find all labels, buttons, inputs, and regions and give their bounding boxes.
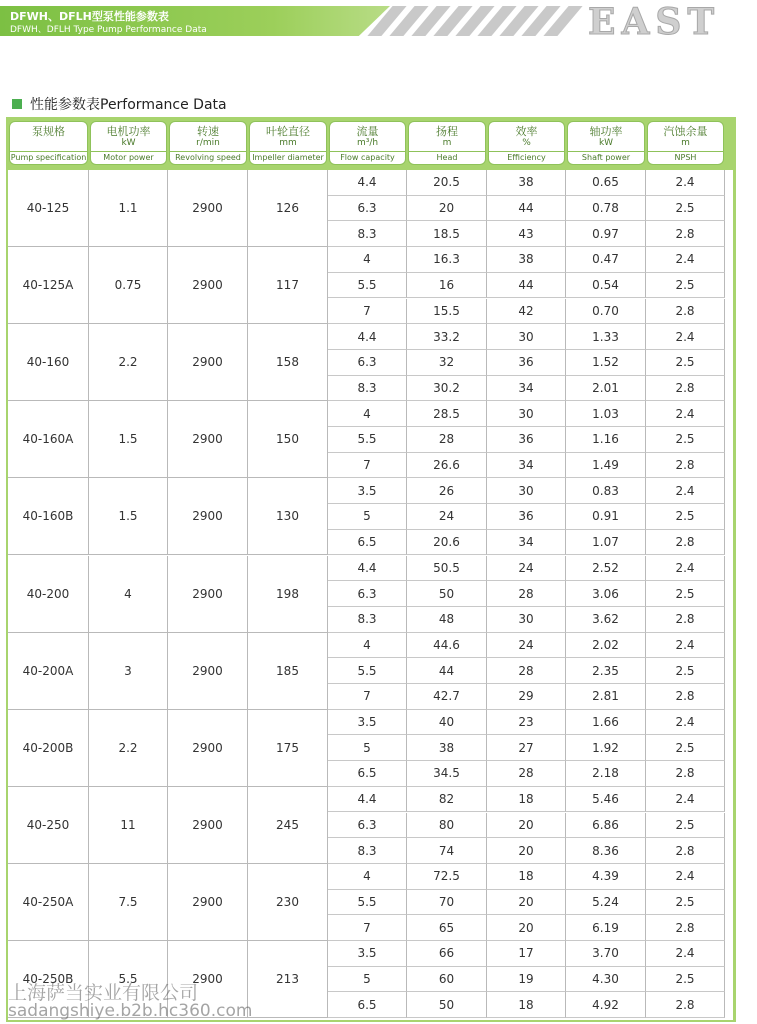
column-header-spec bbox=[9, 121, 88, 165]
cell-npsh: 2.8 bbox=[646, 221, 725, 247]
cell-head: 26.6 bbox=[407, 453, 487, 479]
cell-shaft-power: 4.30 bbox=[566, 967, 646, 993]
cell-shaft-power: 0.54 bbox=[566, 273, 646, 299]
cell-flow: 8.3 bbox=[328, 607, 407, 633]
cell-flow: 6.3 bbox=[328, 581, 407, 607]
cell-impeller-diameter: 213 bbox=[248, 941, 328, 1018]
column-header-zh: 轴功率 bbox=[589, 125, 623, 138]
column-header-zh: 汽蚀余量 bbox=[663, 125, 708, 138]
cell-efficiency: 23 bbox=[487, 710, 566, 736]
cell-npsh: 2.5 bbox=[646, 735, 725, 761]
cell-flow: 7 bbox=[328, 299, 407, 325]
cell-npsh: 2.4 bbox=[646, 633, 725, 659]
cell-flow: 5.5 bbox=[328, 658, 407, 684]
cell-flow: 4 bbox=[328, 247, 407, 273]
cell-flow: 4.4 bbox=[328, 787, 407, 813]
cell-shaft-power: 5.46 bbox=[566, 787, 646, 813]
cell-flow: 4.4 bbox=[328, 170, 407, 196]
cell-spec: 40-200 bbox=[8, 556, 89, 633]
cell-impeller-diameter: 198 bbox=[248, 556, 328, 633]
cell-spec: 40-125 bbox=[8, 170, 89, 247]
cell-flow: 5.5 bbox=[328, 427, 407, 453]
cell-efficiency: 20 bbox=[487, 915, 566, 941]
cell-flow: 8.3 bbox=[328, 221, 407, 247]
column-header-motor-power bbox=[90, 121, 167, 165]
cell-shaft-power: 1.92 bbox=[566, 735, 646, 761]
cell-npsh: 2.8 bbox=[646, 838, 725, 864]
cell-head: 32 bbox=[407, 350, 487, 376]
cell-efficiency: 27 bbox=[487, 735, 566, 761]
cell-efficiency: 20 bbox=[487, 813, 566, 839]
cell-speed: 2900 bbox=[168, 324, 248, 401]
cell-shaft-power: 1.16 bbox=[566, 427, 646, 453]
cell-speed: 2900 bbox=[168, 941, 248, 1018]
banner-stripes bbox=[380, 6, 590, 36]
column-header-zh: 电机功率 bbox=[106, 125, 151, 138]
column-header-head bbox=[408, 121, 486, 165]
cell-head: 15.5 bbox=[407, 299, 487, 325]
cell-spec: 40-125A bbox=[8, 247, 89, 324]
column-header-impeller-diameter bbox=[249, 121, 327, 165]
cell-shaft-power: 0.97 bbox=[566, 221, 646, 247]
column-header-unit: m bbox=[681, 138, 690, 148]
cell-npsh: 2.4 bbox=[646, 710, 725, 736]
cell-flow: 5 bbox=[328, 967, 407, 993]
column-header-unit: m bbox=[442, 138, 452, 148]
cell-spec: 40-160B bbox=[8, 478, 89, 555]
cell-flow: 4 bbox=[328, 864, 407, 890]
cell-motor-power: 7.5 bbox=[89, 864, 168, 941]
cell-head: 80 bbox=[407, 813, 487, 839]
cell-shaft-power: 2.18 bbox=[566, 761, 646, 787]
cell-npsh: 2.4 bbox=[646, 247, 725, 273]
cell-spec: 40-160A bbox=[8, 401, 89, 478]
column-header-shaft-power bbox=[567, 121, 645, 165]
cell-flow: 8.3 bbox=[328, 376, 407, 402]
cell-shaft-power: 6.86 bbox=[566, 813, 646, 839]
cell-head: 66 bbox=[407, 941, 487, 967]
cell-npsh: 2.4 bbox=[646, 864, 725, 890]
cell-npsh: 2.8 bbox=[646, 530, 725, 556]
cell-head: 70 bbox=[407, 890, 487, 916]
cell-efficiency: 36 bbox=[487, 350, 566, 376]
cell-efficiency: 30 bbox=[487, 607, 566, 633]
cell-shaft-power: 1.49 bbox=[566, 453, 646, 479]
cell-flow: 4 bbox=[328, 633, 407, 659]
cell-spec: 40-250A bbox=[8, 864, 89, 941]
cell-head: 34.5 bbox=[407, 761, 487, 787]
table-header bbox=[8, 121, 733, 167]
cell-npsh: 2.8 bbox=[646, 761, 725, 787]
cell-npsh: 2.4 bbox=[646, 556, 725, 582]
cell-shaft-power: 2.02 bbox=[566, 633, 646, 659]
cell-spec: 40-160 bbox=[8, 324, 89, 401]
cell-motor-power: 11 bbox=[89, 787, 168, 864]
cell-head: 50 bbox=[407, 581, 487, 607]
column-header-unit: kW bbox=[121, 138, 136, 148]
cell-head: 42.7 bbox=[407, 684, 487, 710]
cell-shaft-power: 2.01 bbox=[566, 376, 646, 402]
cell-flow: 5.5 bbox=[328, 890, 407, 916]
cell-npsh: 2.4 bbox=[646, 324, 725, 350]
column-header-unit: m³/h bbox=[356, 138, 379, 148]
cell-flow: 6.3 bbox=[328, 350, 407, 376]
brand-logo: EAST bbox=[588, 1, 721, 40]
banner-title: DFWH、DFLH型泵性能参数表 bbox=[10, 10, 169, 23]
cell-head: 30.2 bbox=[407, 376, 487, 402]
column-header-npsh bbox=[647, 121, 724, 165]
column-header-unit: % bbox=[522, 138, 531, 148]
cell-npsh: 2.5 bbox=[646, 350, 725, 376]
cell-speed: 2900 bbox=[168, 170, 248, 247]
column-header-efficiency bbox=[488, 121, 565, 165]
cell-npsh: 2.5 bbox=[646, 813, 725, 839]
cell-npsh: 2.8 bbox=[646, 299, 725, 325]
cell-head: 20.6 bbox=[407, 530, 487, 556]
cell-efficiency: 30 bbox=[487, 401, 566, 427]
cell-spec: 40-200A bbox=[8, 633, 89, 710]
cell-shaft-power: 3.70 bbox=[566, 941, 646, 967]
cell-impeller-diameter: 158 bbox=[248, 324, 328, 401]
column-header-zh: 叶轮直径 bbox=[266, 125, 310, 138]
column-header-zh: 流量 bbox=[356, 125, 379, 138]
cell-head: 20.5 bbox=[407, 170, 487, 196]
cell-flow: 6.5 bbox=[328, 761, 407, 787]
cell-efficiency: 18 bbox=[487, 787, 566, 813]
cell-impeller-diameter: 126 bbox=[248, 170, 328, 247]
cell-flow: 5 bbox=[328, 504, 407, 530]
column-header-unit: kW bbox=[598, 138, 614, 148]
cell-efficiency: 20 bbox=[487, 838, 566, 864]
section-heading bbox=[12, 95, 227, 113]
cell-head: 44.6 bbox=[407, 633, 487, 659]
cell-efficiency: 18 bbox=[487, 992, 566, 1018]
column-header-en: Efficiency bbox=[489, 151, 564, 164]
cell-flow: 7 bbox=[328, 915, 407, 941]
cell-shaft-power: 0.70 bbox=[566, 299, 646, 325]
column-header-en: Impeller diameter bbox=[250, 151, 326, 164]
cell-efficiency: 43 bbox=[487, 221, 566, 247]
cell-flow: 8.3 bbox=[328, 838, 407, 864]
cell-speed: 2900 bbox=[168, 787, 248, 864]
cell-flow: 6.5 bbox=[328, 530, 407, 556]
cell-efficiency: 44 bbox=[487, 196, 566, 222]
cell-head: 20 bbox=[407, 196, 487, 222]
cell-shaft-power: 8.36 bbox=[566, 838, 646, 864]
cell-efficiency: 34 bbox=[487, 530, 566, 556]
cell-shaft-power: 3.06 bbox=[566, 581, 646, 607]
cell-motor-power: 4 bbox=[89, 556, 168, 633]
cell-shaft-power: 3.62 bbox=[566, 607, 646, 633]
cell-speed: 2900 bbox=[168, 710, 248, 787]
cell-shaft-power: 6.19 bbox=[566, 915, 646, 941]
cell-flow: 3.5 bbox=[328, 941, 407, 967]
cell-npsh: 2.5 bbox=[646, 427, 725, 453]
cell-flow: 4 bbox=[328, 401, 407, 427]
cell-shaft-power: 0.78 bbox=[566, 196, 646, 222]
column-header-en: Shaft power bbox=[568, 151, 644, 164]
cell-head: 28 bbox=[407, 427, 487, 453]
cell-impeller-diameter: 245 bbox=[248, 787, 328, 864]
column-header-zh: 效率 bbox=[515, 125, 538, 138]
cell-flow: 7 bbox=[328, 684, 407, 710]
cell-efficiency: 29 bbox=[487, 684, 566, 710]
cell-npsh: 2.5 bbox=[646, 890, 725, 916]
cell-head: 26 bbox=[407, 478, 487, 504]
column-header-en: Revolving speed bbox=[170, 151, 246, 164]
cell-npsh: 2.5 bbox=[646, 273, 725, 299]
cell-flow: 6.3 bbox=[328, 196, 407, 222]
cell-npsh: 2.4 bbox=[646, 401, 725, 427]
column-header-en: Pump specification bbox=[10, 153, 87, 162]
column-header-flow bbox=[329, 121, 406, 165]
cell-efficiency: 28 bbox=[487, 658, 566, 684]
cell-npsh: 2.4 bbox=[646, 478, 725, 504]
column-header-en: Flow capacity bbox=[330, 151, 405, 164]
cell-shaft-power: 1.52 bbox=[566, 350, 646, 376]
cell-speed: 2900 bbox=[168, 247, 248, 324]
cell-efficiency: 30 bbox=[487, 478, 566, 504]
column-header-en: Motor power bbox=[91, 151, 166, 164]
cell-impeller-diameter: 230 bbox=[248, 864, 328, 941]
cell-motor-power: 2.2 bbox=[89, 710, 168, 787]
cell-npsh: 2.5 bbox=[646, 967, 725, 993]
cell-npsh: 2.8 bbox=[646, 376, 725, 402]
cell-npsh: 2.8 bbox=[646, 453, 725, 479]
cell-npsh: 2.8 bbox=[646, 992, 725, 1018]
cell-head: 24 bbox=[407, 504, 487, 530]
cell-head: 38 bbox=[407, 735, 487, 761]
cell-head: 40 bbox=[407, 710, 487, 736]
cell-shaft-power: 0.47 bbox=[566, 247, 646, 273]
cell-speed: 2900 bbox=[168, 556, 248, 633]
cell-speed: 2900 bbox=[168, 864, 248, 941]
watermark-company: 上海萨当实业有限公司 bbox=[8, 982, 199, 1004]
column-header-en: Head bbox=[409, 151, 485, 164]
cell-spec: 40-200B bbox=[8, 710, 89, 787]
cell-head: 33.2 bbox=[407, 324, 487, 350]
cell-head: 28.5 bbox=[407, 401, 487, 427]
cell-impeller-diameter: 130 bbox=[248, 478, 328, 555]
cell-flow: 5.5 bbox=[328, 273, 407, 299]
cell-efficiency: 36 bbox=[487, 427, 566, 453]
cell-head: 72.5 bbox=[407, 864, 487, 890]
cell-speed: 2900 bbox=[168, 478, 248, 555]
cell-shaft-power: 0.83 bbox=[566, 478, 646, 504]
cell-head: 50 bbox=[407, 992, 487, 1018]
section-title: 性能参数表Performance Data bbox=[30, 97, 227, 113]
cell-npsh: 2.4 bbox=[646, 170, 725, 196]
cell-efficiency: 19 bbox=[487, 967, 566, 993]
cell-speed: 2900 bbox=[168, 401, 248, 478]
column-header-zh: 泵规格 bbox=[32, 125, 65, 138]
column-header-zh: 转速 bbox=[197, 125, 219, 138]
column-header-unit: r/min bbox=[196, 138, 220, 148]
cell-speed: 2900 bbox=[168, 633, 248, 710]
cell-shaft-power: 4.39 bbox=[566, 864, 646, 890]
cell-efficiency: 24 bbox=[487, 633, 566, 659]
cell-npsh: 2.5 bbox=[646, 196, 725, 222]
cell-head: 82 bbox=[407, 787, 487, 813]
cell-head: 60 bbox=[407, 967, 487, 993]
cell-head: 48 bbox=[407, 607, 487, 633]
cell-head: 74 bbox=[407, 838, 487, 864]
cell-impeller-diameter: 150 bbox=[248, 401, 328, 478]
header-banner bbox=[0, 0, 757, 40]
cell-flow: 6.5 bbox=[328, 992, 407, 1018]
cell-shaft-power: 4.92 bbox=[566, 992, 646, 1018]
cell-efficiency: 34 bbox=[487, 453, 566, 479]
cell-efficiency: 28 bbox=[487, 581, 566, 607]
table-body bbox=[8, 170, 733, 1020]
cell-npsh: 2.5 bbox=[646, 581, 725, 607]
cell-impeller-diameter: 185 bbox=[248, 633, 328, 710]
cell-head: 44 bbox=[407, 658, 487, 684]
cell-flow: 4.4 bbox=[328, 556, 407, 582]
cell-motor-power: 1.5 bbox=[89, 401, 168, 478]
cell-npsh: 2.5 bbox=[646, 504, 725, 530]
cell-flow: 4.4 bbox=[328, 324, 407, 350]
cell-efficiency: 20 bbox=[487, 890, 566, 916]
square-bullet-icon bbox=[12, 99, 22, 109]
cell-motor-power: 5.5 bbox=[89, 941, 168, 1018]
watermark-url: sadangshiye.b2b.hc360.com bbox=[8, 1001, 253, 1021]
column-header-speed bbox=[169, 121, 247, 165]
cell-efficiency: 28 bbox=[487, 761, 566, 787]
cell-head: 18.5 bbox=[407, 221, 487, 247]
cell-shaft-power: 1.33 bbox=[566, 324, 646, 350]
cell-efficiency: 18 bbox=[487, 864, 566, 890]
cell-npsh: 2.4 bbox=[646, 941, 725, 967]
cell-motor-power: 1.1 bbox=[89, 170, 168, 247]
cell-efficiency: 44 bbox=[487, 273, 566, 299]
cell-flow: 5 bbox=[328, 735, 407, 761]
cell-shaft-power: 1.07 bbox=[566, 530, 646, 556]
cell-flow: 7 bbox=[328, 453, 407, 479]
cell-head: 50.5 bbox=[407, 556, 487, 582]
cell-head: 16 bbox=[407, 273, 487, 299]
cell-motor-power: 0.75 bbox=[89, 247, 168, 324]
cell-flow: 3.5 bbox=[328, 710, 407, 736]
cell-shaft-power: 2.52 bbox=[566, 556, 646, 582]
cell-impeller-diameter: 117 bbox=[248, 247, 328, 324]
cell-motor-power: 3 bbox=[89, 633, 168, 710]
cell-npsh: 2.5 bbox=[646, 658, 725, 684]
cell-shaft-power: 5.24 bbox=[566, 890, 646, 916]
cell-efficiency: 34 bbox=[487, 376, 566, 402]
cell-npsh: 2.8 bbox=[646, 915, 725, 941]
cell-impeller-diameter: 175 bbox=[248, 710, 328, 787]
cell-npsh: 2.8 bbox=[646, 684, 725, 710]
cell-shaft-power: 2.81 bbox=[566, 684, 646, 710]
cell-efficiency: 42 bbox=[487, 299, 566, 325]
cell-shaft-power: 0.91 bbox=[566, 504, 646, 530]
cell-motor-power: 2.2 bbox=[89, 324, 168, 401]
cell-efficiency: 24 bbox=[487, 556, 566, 582]
cell-efficiency: 30 bbox=[487, 324, 566, 350]
cell-efficiency: 38 bbox=[487, 247, 566, 273]
cell-efficiency: 38 bbox=[487, 170, 566, 196]
cell-shaft-power: 0.65 bbox=[566, 170, 646, 196]
cell-shaft-power: 1.66 bbox=[566, 710, 646, 736]
cell-efficiency: 36 bbox=[487, 504, 566, 530]
column-header-en: NPSH bbox=[648, 151, 723, 164]
cell-spec: 40-250 bbox=[8, 787, 89, 864]
cell-head: 16.3 bbox=[407, 247, 487, 273]
cell-npsh: 2.4 bbox=[646, 787, 725, 813]
cell-efficiency: 17 bbox=[487, 941, 566, 967]
column-header-zh: 扬程 bbox=[436, 125, 458, 138]
cell-motor-power: 1.5 bbox=[89, 478, 168, 555]
cell-npsh: 2.8 bbox=[646, 607, 725, 633]
cell-shaft-power: 1.03 bbox=[566, 401, 646, 427]
cell-head: 65 bbox=[407, 915, 487, 941]
cell-spec: 40-250B bbox=[8, 941, 89, 1018]
cell-flow: 3.5 bbox=[328, 478, 407, 504]
column-header-unit: mm bbox=[279, 138, 297, 148]
cell-shaft-power: 2.35 bbox=[566, 658, 646, 684]
banner-subtitle: DFWH、DFLH Type Pump Performance Data bbox=[10, 25, 207, 35]
cell-flow: 6.3 bbox=[328, 813, 407, 839]
